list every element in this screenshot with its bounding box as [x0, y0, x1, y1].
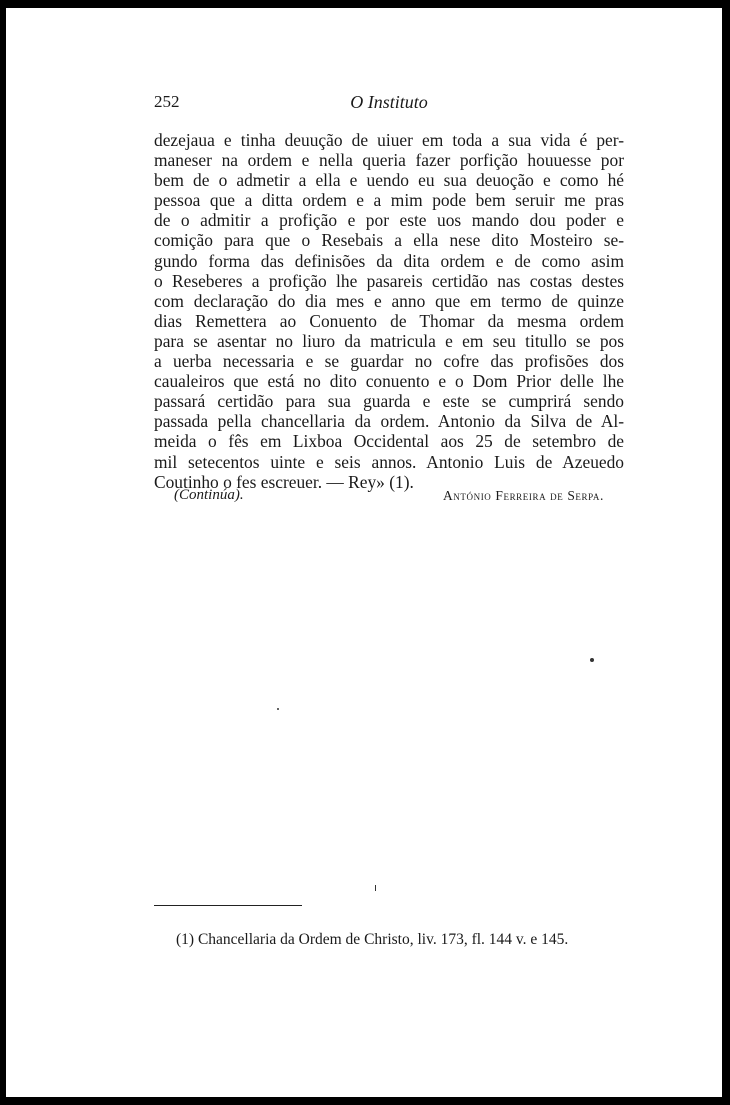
text-line: gundo forma das definisões da dita ordem e de como asim	[154, 250, 624, 271]
text-line: com declaração do dia mes e anno que em termo de quinze	[154, 290, 624, 311]
text-line: bem de o admetir a ella e uendo eu sua deuoção e como hé	[154, 170, 624, 191]
scan-speck	[375, 885, 376, 891]
page-header	[154, 92, 624, 116]
text-line: comição para que o Resebais a ella nese dito Mosteiro se-	[154, 230, 624, 251]
text-line: caualeiros que está no dito conuento e o Dom Prior delle lhe	[154, 371, 624, 392]
text-line: o Reseberes a profição lhe pasareis certidão nas costas destes	[154, 270, 624, 291]
page-number: 252	[154, 92, 180, 111]
text-line-last: Coutinho o fes escreuer. — Rey» (1).	[154, 471, 414, 492]
text-line: mil setecentos uinte e seis annos. Antonio Luis de Azeuedo	[154, 451, 624, 472]
scan-speck	[277, 708, 279, 710]
text-line: passará certidão para sua guarda e este se cumprirá sendo	[154, 391, 624, 412]
scan-speck	[590, 658, 594, 662]
continua-note: (Continúa).	[174, 487, 244, 503]
footnote-divider	[154, 905, 302, 906]
text-line: a uerba necessaria e se guardar no cofre das profisões dos	[154, 351, 624, 372]
text-line: dias Remettera ao Conuento de Thomar da mesma ordem	[154, 310, 624, 331]
signature-row	[154, 487, 624, 509]
text-line: para se asentar no liuro da matricula e em seu titullo se pos	[154, 330, 624, 351]
text-line: passada pella chancellaria da ordem. Antonio da Silva de Al-	[154, 411, 624, 432]
text-line: pessoa que a ditta ordem e a mim pode bem seruir me pras	[154, 190, 624, 211]
text-line: dezejaua e tinha deuução de uiuer em toda a sua vida é per-	[154, 130, 624, 150]
body-text	[154, 130, 624, 492]
text-line: maneser na ordem e nella queria fazer porfição houuesse por	[154, 150, 624, 171]
author-signature: António Ferreira de Serpa.	[442, 488, 604, 503]
text-line: de o admitir a profição e por este uos mando dou poder e	[154, 210, 624, 231]
text-line: meida o fês em Lixboa Occidental aos 25 de setembro de	[154, 431, 624, 452]
running-title: O Instituto	[350, 92, 428, 112]
footnote: (1) Chancellaria da Ordem de Christo, liv. 173, fl. 144 v. e 145.	[176, 931, 569, 948]
